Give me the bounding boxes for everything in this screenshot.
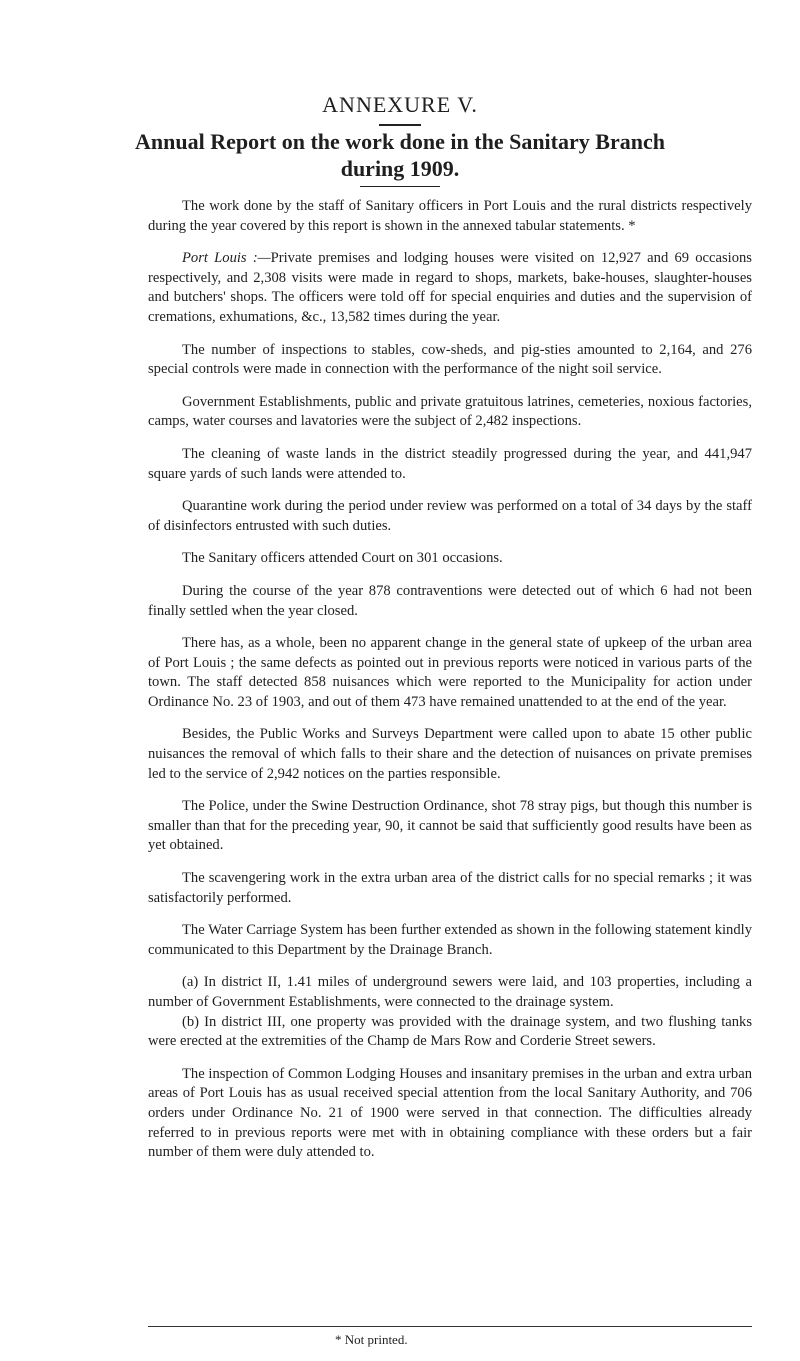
paragraph-water-carriage: The Water Carriage System has been further extended as shown in the following statement kindly communicated to this Department by the Drainage Branch. <box>148 922 752 958</box>
paragraph-urban-upkeep: There has, as a whole, been no apparent change in the general state of upkeep of the urban area of Port Louis ; the same defects as pointed out in previous reports were noticed in various parts of the town. The staff detected 858 nuisances which were reported to the Municipality for action under Ordinance No. 23 of 1903, and out of them 473 have remained unattended to at the end of the year. <box>148 635 752 710</box>
paragraph-scavengering: The scavengering work in the extra urban area of the district calls for no special remarks ; it was satisfactorily performed. <box>148 870 752 906</box>
paragraph-swine: The Police, under the Swine Destruction Ordinance, shot 78 stray pigs, but though this number is smaller than that for the preceding year, 90, it cannot be said that sufficiently good results have been as yet obtained. <box>148 798 752 854</box>
paragraph-establishments: Government Establishments, public and private gratuitous latrines, cemeteries, noxious factories, camps, water courses and lavatories were the subject of 2,482 inspections. <box>148 393 752 430</box>
report-title <box>0 128 800 182</box>
paragraph-quarantine: Quarantine work during the period under review was performed on a total of 34 days by the staff of disinfectors entrusted with such duties. <box>148 498 752 534</box>
paragraph-port-louis-text: Private premises and lodging houses were visited on 12,927 and 69 occasions respectively, and 2,308 visits were made in regard to shops, markets, bake-houses, slaughter-houses and butchers' shops. The officers were told off for special enquiries and duties and the supervision of cremations, exhumations, &c., 13,582 times during the year. <box>148 250 752 325</box>
paragraph-public-works: Besides, the Public Works and Surveys Department were called upon to abate 15 other public nuisances the removal of which falls to their share and the detection of nuisances on private premises led to the service of 2,942 notices on the parties responsible. <box>148 726 752 782</box>
heading-rule <box>379 124 421 126</box>
report-title-line-2: during 1909. <box>340 156 460 181</box>
port-louis-label: Port Louis :— <box>182 250 271 267</box>
paragraph-district-iii: (b) In district III, one property was provided with the drainage system, and two flushing tanks were erected at the extremities of the Champ de Mars Row and Corderie Street sewers. <box>148 1013 752 1050</box>
report-body <box>148 197 752 1176</box>
report-title-line-1: Annual Report on the work done in the Sanitary Branch <box>135 129 665 154</box>
paragraph-district-ii: (a) In district II, 1.41 miles of underground sewers were laid, and 103 properties, including a number of Government Establishments, were connected to the drainage system. <box>148 974 752 1010</box>
paragraph-waste-lands: The cleaning of waste lands in the district steadily progressed during the year, and 441,947 square yards of such lands were attended to. <box>148 445 752 482</box>
footnote: * Not printed. <box>335 1332 408 1347</box>
paragraph-contraventions: During the course of the year 878 contraventions were detected out of which 6 had not been finally settled when the year closed. <box>148 582 752 619</box>
annexure-heading: ANNEXURE V. <box>322 92 478 117</box>
paragraph-lodging-houses: The inspection of Common Lodging Houses and insanitary premises in the urban and extra urban areas of Port Louis has as usual received special attention from the local Sanitary Authority, and 706 orders under Ordinance No. 21 of 1900 were served in that connection. The difficulties already referred to in previous reports were met with in obtaining compliance with these orders but a fair number of them were duly attended to. <box>148 1065 752 1161</box>
footnote-rule <box>148 1326 752 1327</box>
paragraph-port-louis <box>148 249 752 327</box>
paragraph-court: The Sanitary officers attended Court on 301 occasions. <box>182 550 503 567</box>
paragraph-intro: The work done by the staff of Sanitary officers in Port Louis and the rural districts respectively during the year covered by this report is shown in the annexed tabular statements. * <box>148 198 752 234</box>
paragraph-stables: The number of inspections to stables, cow-sheds, and pig-sties amounted to 2,164, and 276 special controls were made in connection with the performance of the night soil service. <box>148 341 752 378</box>
title-rule <box>360 186 440 187</box>
